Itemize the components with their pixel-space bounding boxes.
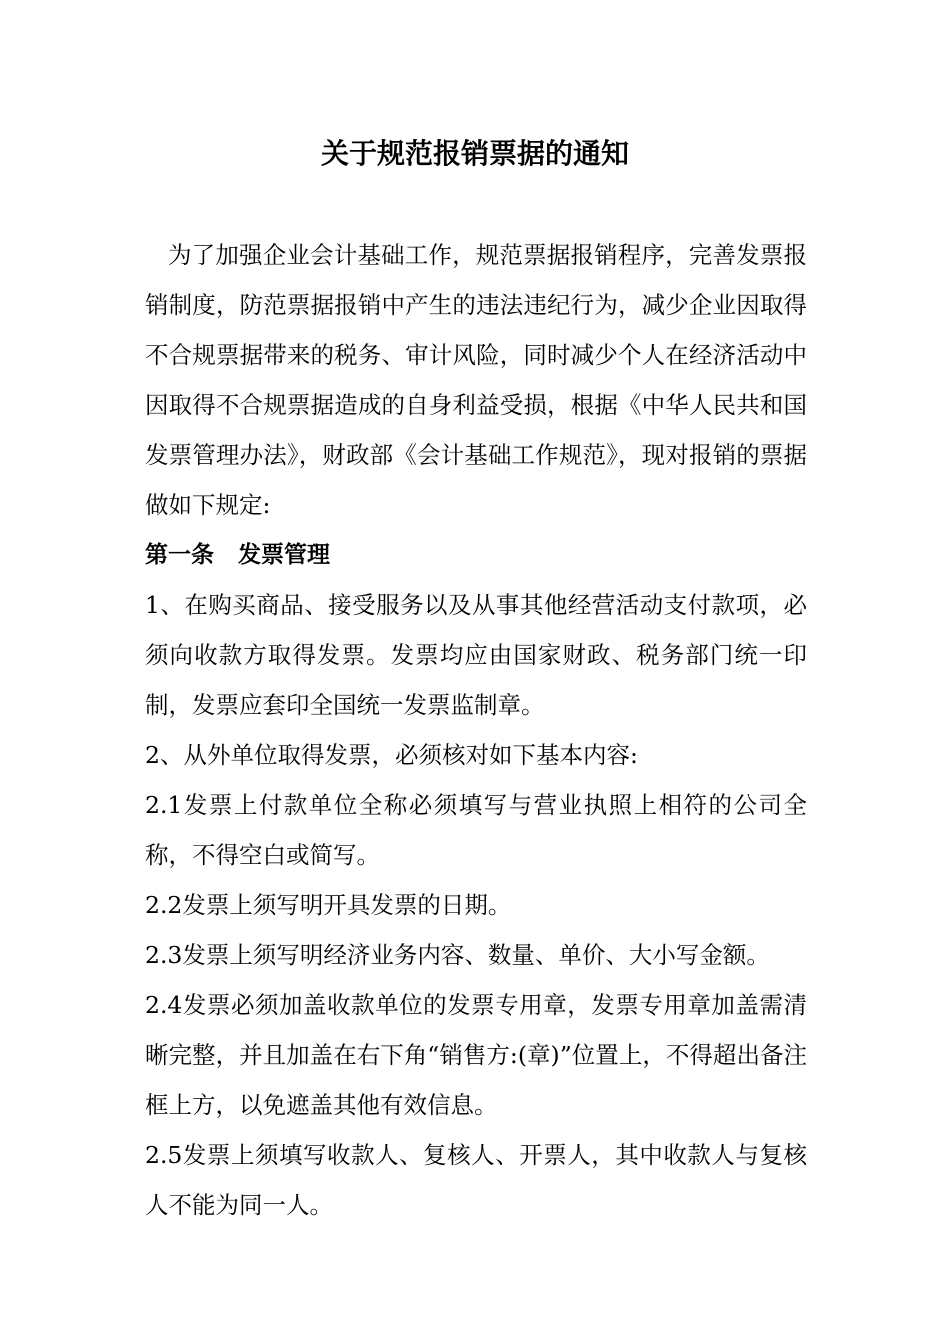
item-2-4-paragraph: 2.4发票必须加盖收款单位的发票专用章，发票专用章加盖需清晰完整，并且加盖在右下角“销售方:(章)”位置上，不得超出备注框上方，以免遮盖其他有效信息。 bbox=[145, 991, 807, 1119]
item-2-5-paragraph: 2.5发票上须填写收款人、复核人、开票人，其中收款人与复核人不能为同一人。 bbox=[145, 1141, 807, 1219]
item-2-2-paragraph: 2.2发票上须写明开具发票的日期。 bbox=[145, 891, 512, 919]
item-2-3-paragraph: 2.3发票上须写明经济业务内容、数量、单价、大小写金额。 bbox=[145, 941, 770, 969]
intro-paragraph: 为了加强企业会计基础工作，规范票据报销程序，完善发票报销制度，防范票据报销中产生的违法违纪行为，减少企业因取得不合规票据带来的税务、审计风险，同时减少个人在经济活动中因取得不合规票据造成的自身利益受损，根据《中华人民共和国发票管理办法》，财政部《会计基础工作规范》，现对报销的票据做如下规定: bbox=[145, 241, 807, 519]
item-2-paragraph: 2、从外单位取得发票，必须核对如下基本内容: bbox=[145, 741, 638, 769]
document-body bbox=[145, 230, 807, 1230]
item-1-paragraph: 1、在购买商品、接受服务以及从事其他经营活动支付款项，必须向收款方取得发票。发票均应由国家财政、税务部门统一印制，发票应套印全国统一发票监制章。 bbox=[145, 591, 807, 719]
section-heading: 第一条 发票管理 bbox=[145, 542, 331, 568]
document-title: 关于规范报销票据的通知 bbox=[320, 137, 629, 170]
item-2-1-paragraph: 2.1发票上付款单位全称必须填写与营业执照上相符的公司全称，不得空白或简写。 bbox=[145, 791, 807, 869]
